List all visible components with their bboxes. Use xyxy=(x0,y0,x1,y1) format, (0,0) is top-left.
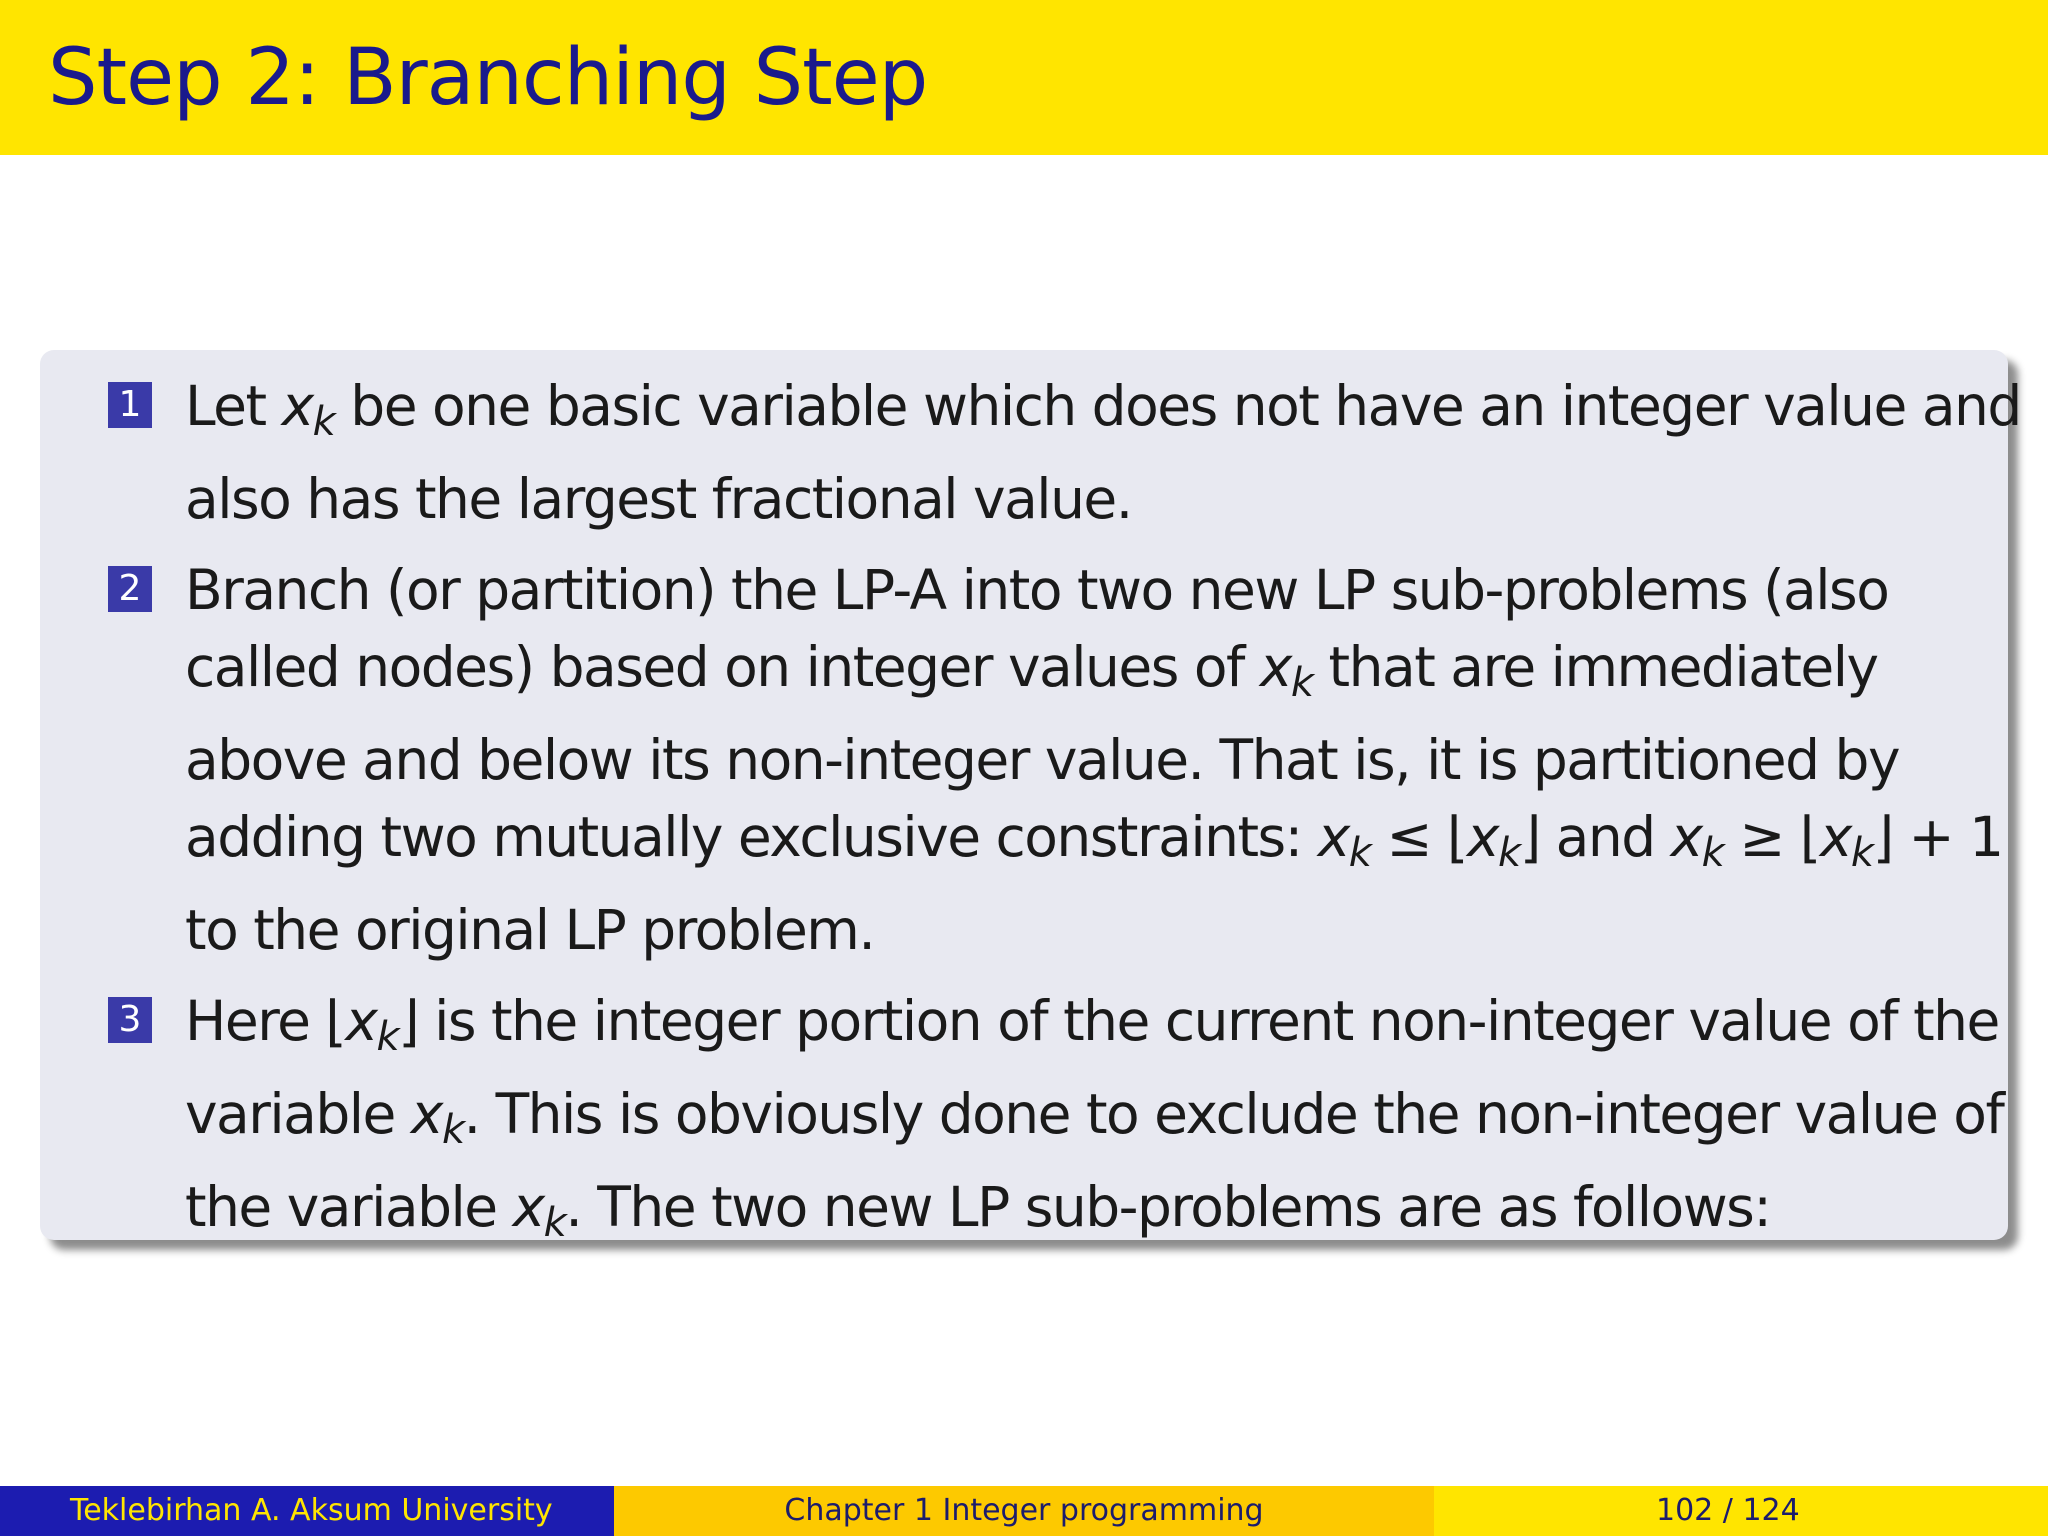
list-item xyxy=(40,983,2008,1262)
footer-bar xyxy=(0,1486,2048,1536)
enumerated-list xyxy=(40,368,2021,1276)
math-variable: x xyxy=(512,1175,544,1239)
text-segment: ⌋ + 1 to the original LP problem. xyxy=(185,805,2003,962)
math-variable: x xyxy=(1317,805,1349,869)
math-subscript: k xyxy=(441,1107,464,1153)
text-segment: . This is obviously done to exclude the non-integer value of the variable xyxy=(185,1082,2004,1239)
text-segment: Here ⌊ xyxy=(185,989,346,1053)
item-number-badge: 3 xyxy=(108,997,152,1043)
math-variable: x xyxy=(281,374,313,438)
text-segment: . The two new LP sub-problems are as follows: xyxy=(565,1175,1771,1239)
item-text xyxy=(185,368,2035,538)
math-subscript: k xyxy=(1850,830,1873,876)
list-item xyxy=(40,552,2008,969)
math-operator: ≤ ⌊ xyxy=(1370,805,1467,869)
math-subscript: k xyxy=(543,1200,566,1246)
math-subscript: k xyxy=(312,399,335,445)
item-number-badge: 2 xyxy=(108,566,152,612)
math-operator: ≥ ⌊ xyxy=(1723,805,1820,869)
content-block xyxy=(40,350,2021,1246)
item-number-badge: 1 xyxy=(108,382,152,428)
text-segment: be one basic variable which does not have an integer value and also has the largest fractional value. xyxy=(185,374,2021,531)
list-item xyxy=(40,368,2021,538)
item-text xyxy=(185,983,2035,1262)
math-subscript: k xyxy=(1701,830,1724,876)
math-variable: x xyxy=(1670,805,1702,869)
footer-author: Teklebirhan A. Aksum University xyxy=(0,1486,614,1536)
footer-chapter: Chapter 1 Integer programming xyxy=(614,1486,1434,1536)
math-subscript: k xyxy=(1498,830,1520,876)
text-segment: Let xyxy=(185,374,282,438)
title-bar xyxy=(0,0,2048,155)
math-variable: x xyxy=(1466,805,1499,869)
math-subscript: k xyxy=(376,1014,399,1060)
math-subscript: k xyxy=(1348,830,1371,876)
math-subscript: k xyxy=(1290,660,1313,706)
footer-page-number: 102 / 124 xyxy=(1434,1486,2048,1536)
math-variable: x xyxy=(1819,805,1851,869)
text-segment: ⌋ is the integer portion of the current non-integer value of the variable xyxy=(185,989,1999,1146)
item-text xyxy=(185,552,2035,969)
math-variable: x xyxy=(410,1082,442,1146)
text-segment: that are immediately above and below its non-integer value. That is, it is partitioned by adding two mutually exclusive constraints: xyxy=(185,635,1899,869)
math-variable: x xyxy=(345,989,377,1053)
math-variable: x xyxy=(1259,635,1291,699)
text-segment: ⌋ and xyxy=(1519,805,1671,869)
slide-title: Step 2: Branching Step xyxy=(48,33,928,123)
text-segment: Branch (or partition) the LP-A into two new LP sub-problems (also called nodes) based on integer values of xyxy=(185,558,1889,699)
